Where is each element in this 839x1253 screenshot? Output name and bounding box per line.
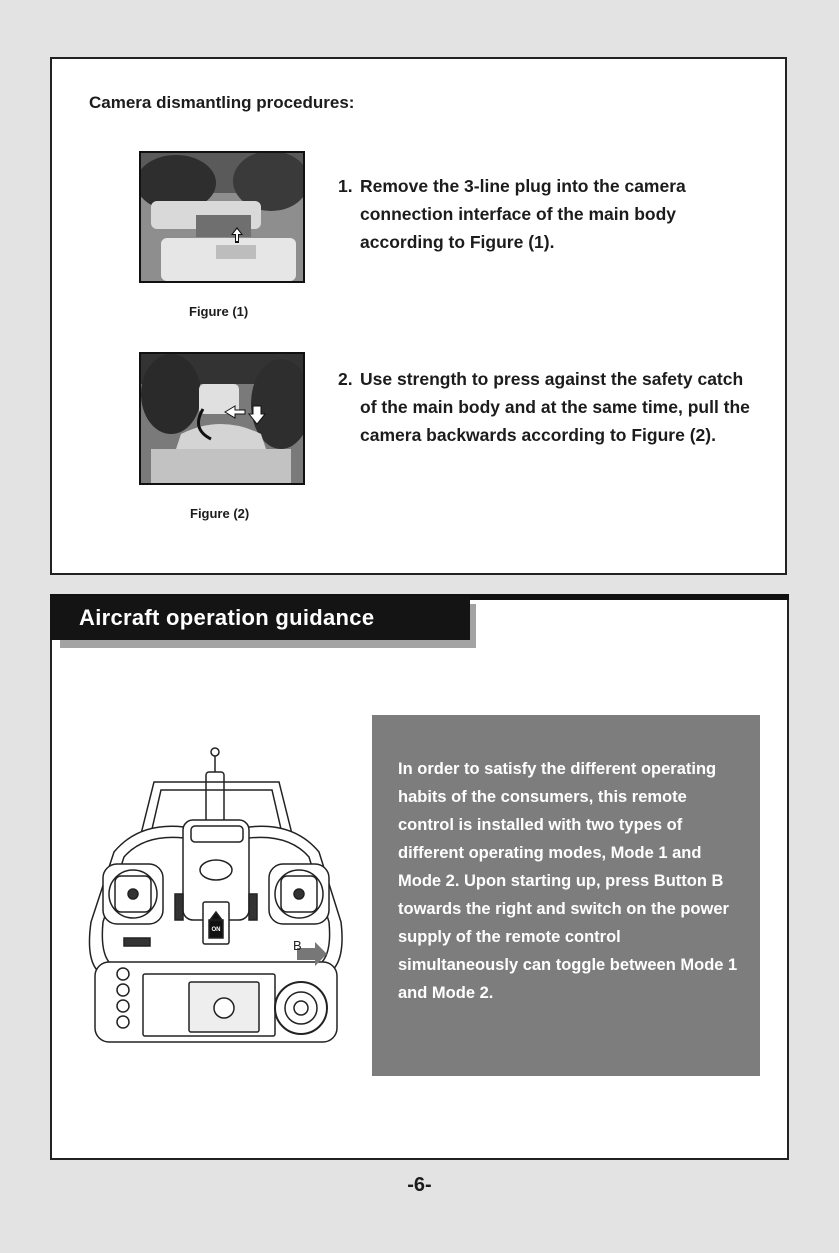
power-switch-label: ON (211, 927, 221, 933)
section-title: Camera dismantling procedures: (89, 93, 355, 112)
step-2 (338, 365, 758, 449)
step-1-number: 1. (338, 176, 353, 196)
camera-dismantling-panel (50, 57, 787, 575)
mode-description-box: In order to satisfy the different operating habits of the consumers, this remote control is installed with two types of different operating modes, Mode 1 and Mode 2. Upon starting up, press Button B towards the right and switch on the power supply of the remote control simultaneously can toggle between Mode 1 and Mode 2. (372, 715, 760, 1076)
figure-2-caption: Figure (2) (190, 506, 250, 521)
guidance-title: Aircraft operation guidance (50, 596, 470, 640)
step-1 (338, 172, 758, 256)
step-2-text: Use strength to press against the safety catch of the main body and at the same time, pull the camera backwards according to Figure (2). (360, 369, 750, 445)
figure-1-photo (139, 151, 305, 283)
page-number: -6- (407, 1174, 432, 1196)
operation-guidance-panel (50, 594, 789, 1160)
figure-2-photo (139, 352, 305, 485)
button-b-label: B (293, 938, 302, 953)
step-1-text: Remove the 3-line plug into the camera connection interface of the main body according to Figure (1). (360, 176, 686, 252)
step-2-number: 2. (338, 369, 353, 389)
figure-1-caption: Figure (1) (189, 304, 249, 319)
remote-control-illustration (79, 742, 349, 1072)
